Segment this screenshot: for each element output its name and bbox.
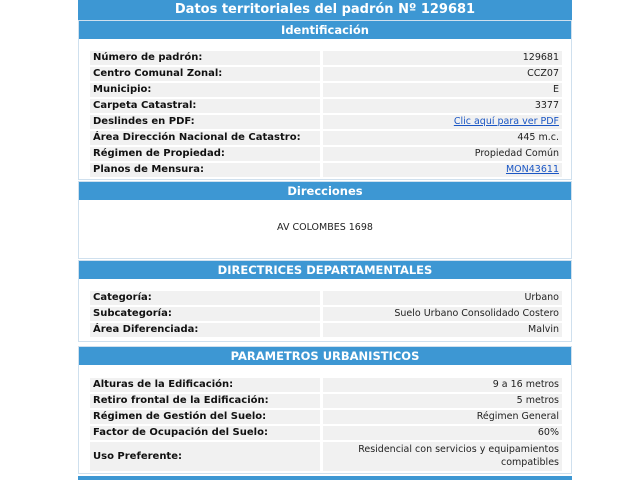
row-centro-comunal — [90, 67, 562, 83]
row-label: Área Diferenciada: — [90, 323, 320, 337]
row-carpeta-catastral — [90, 99, 562, 115]
identificacion-rows — [90, 51, 562, 179]
row-value: Malvin — [323, 323, 562, 337]
deslindes-pdf-link[interactable]: Clic aquí para ver PDF — [323, 115, 562, 129]
padron-panel — [78, 0, 572, 480]
row-regimen-propiedad — [90, 147, 562, 163]
row-label: Número de padrón: — [90, 51, 320, 65]
section-directrices — [78, 260, 572, 342]
row-label: Régimen de Propiedad: — [90, 147, 320, 161]
row-uso-preferente — [90, 442, 562, 473]
row-label: Carpeta Catastral: — [90, 99, 320, 113]
row-area-catastro — [90, 131, 562, 147]
row-alturas — [90, 378, 562, 394]
row-label: Centro Comunal Zonal: — [90, 67, 320, 81]
row-factor-ocupacion — [90, 426, 562, 442]
row-deslindes-pdf — [90, 115, 562, 131]
row-value: 9 a 16 metros — [323, 378, 562, 392]
row-label: Municipio: — [90, 83, 320, 97]
page-title: Datos territoriales del padrón Nº 129681 — [78, 0, 572, 20]
row-label: Planos de Mensura: — [90, 163, 320, 177]
section-parametros — [78, 346, 572, 474]
section-header-direcciones: Direcciones — [79, 182, 571, 200]
section-identificacion — [78, 20, 572, 180]
row-value: Régimen General — [323, 410, 562, 424]
row-value: Urbano — [323, 291, 562, 305]
row-planos-mensura — [90, 163, 562, 179]
directrices-rows — [90, 291, 562, 339]
address-text: AV COLOMBES 1698 — [277, 222, 373, 233]
row-value: 3377 — [323, 99, 562, 113]
row-label: Factor de Ocupación del Suelo: — [90, 426, 320, 440]
row-municipio — [90, 83, 562, 99]
row-retiro-frontal — [90, 394, 562, 410]
row-value: Residencial con servicios y equipamientos compatibles — [323, 442, 562, 471]
row-label: Uso Preferente: — [90, 442, 320, 471]
row-regimen-gestion — [90, 410, 562, 426]
row-label: Deslindes en PDF: — [90, 115, 320, 129]
planos-mensura-link[interactable]: MON43611 — [323, 163, 562, 177]
row-label: Categoría: — [90, 291, 320, 305]
row-area-diferenciada — [90, 323, 562, 339]
row-label: Régimen de Gestión del Suelo: — [90, 410, 320, 424]
row-label: Área Dirección Nacional de Catastro: — [90, 131, 320, 145]
row-categoria — [90, 291, 562, 307]
row-value: 60% — [323, 426, 562, 440]
row-value: 445 m.c. — [323, 131, 562, 145]
row-value: E — [323, 83, 562, 97]
row-numero-padron — [90, 51, 562, 67]
row-value: Propiedad Común — [323, 147, 562, 161]
footer-bar — [78, 476, 572, 480]
row-label: Alturas de la Edificación: — [90, 378, 320, 392]
section-header-identificacion: Identificación — [79, 21, 571, 39]
row-value: 5 metros — [323, 394, 562, 408]
row-value: 129681 — [323, 51, 562, 65]
row-value: CCZ07 — [323, 67, 562, 81]
section-direcciones — [78, 181, 572, 259]
row-label: Retiro frontal de la Edificación: — [90, 394, 320, 408]
row-label: Subcategoría: — [90, 307, 320, 321]
section-header-directrices: DIRECTRICES DEPARTAMENTALES — [79, 261, 571, 279]
section-header-parametros: PARAMETROS URBANISTICOS — [79, 347, 571, 365]
row-value: Suelo Urbano Consolidado Costero — [323, 307, 562, 321]
parametros-rows — [90, 378, 562, 473]
row-subcategoria — [90, 307, 562, 323]
